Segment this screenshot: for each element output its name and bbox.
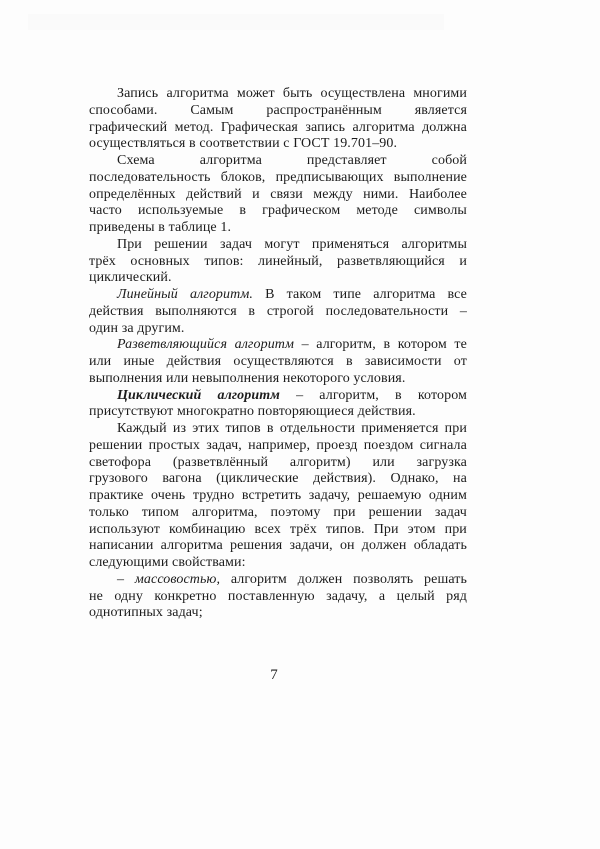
word: задачу, [308,488,351,503]
word: распространённым [266,102,382,118]
word: строгой [266,303,314,319]
text-line [89,538,467,555]
word: При [117,236,142,252]
word: алгоритмы [401,236,467,252]
text-line [89,304,467,321]
word: (циклические [216,471,299,487]
word: действия [89,303,144,319]
word: всех [254,521,281,537]
text-line [89,203,467,220]
text-line [89,572,467,589]
word: он [339,538,355,554]
text-line [89,254,467,271]
word: графический [89,119,168,135]
word: способами. [89,102,158,118]
word: на [453,471,467,487]
word: многими [413,86,467,101]
word: используемые [137,203,224,219]
word: должен [297,571,343,587]
text-line [89,605,467,622]
text-line [89,589,467,606]
word: решаемую [357,488,422,503]
word: осуществляются [233,354,334,369]
word: грузового [89,471,148,487]
word: при [444,521,467,537]
word: решении [89,437,143,453]
word: типов: [204,253,244,269]
text-line [89,371,467,388]
word: быть [282,86,313,101]
word: загрузка [416,454,467,470]
word: алгоритм [234,337,295,353]
word: поэтому [270,504,321,520]
word: Циклический [117,387,202,403]
word: задачу, [326,588,368,604]
word: встретить [241,488,302,503]
word: действия). [313,471,376,487]
page-number: 7 [270,667,278,683]
word: (разветвлённый [172,454,269,470]
word: задач [219,236,253,252]
word: алгоритма, [191,504,258,520]
word: типов [225,421,261,436]
word: алгоритма [160,538,223,554]
word: этих [192,421,220,436]
word: алгоритм [230,571,287,587]
text-segment: присутствуют многократно повторяющиеся действия. [89,404,416,420]
word: решения [230,538,283,554]
text-line [89,86,467,103]
word: алгоритм, [319,387,379,403]
text-line [89,438,467,455]
text-line [89,270,467,287]
word: Однако, [390,471,439,487]
word: последовательности [325,303,449,319]
word: символы [413,203,467,219]
text-line [89,321,467,338]
word: – [301,337,309,353]
word: целый [396,588,435,604]
word: Схема [117,153,155,168]
word: алгоритма [199,153,262,168]
word: алгоритма [373,287,436,302]
word: очень [151,488,186,503]
text-line [89,488,467,505]
text-line [89,136,467,153]
word: конкретно [154,588,217,604]
text-line [89,103,467,120]
word: графическом [262,203,341,219]
word: поездом [363,437,414,453]
text-line [89,120,467,137]
word: простых [148,437,200,453]
word: алгоритм. [189,287,253,302]
word: выполнение [393,169,467,185]
word: написании [89,538,154,554]
word: представляет [306,153,387,168]
text-line [89,337,467,354]
word: решать [424,571,467,587]
word: котором [417,387,467,403]
text-block [89,86,467,622]
word: отдельности [279,421,356,436]
text-line [89,421,467,438]
word: в [346,354,353,369]
text-line [89,220,467,237]
word: практике [89,488,144,503]
word: или [372,454,395,470]
text-line [89,153,467,170]
word: типом [141,504,179,520]
word: только [89,504,129,520]
word: – [296,387,304,403]
text-segment: следующими свойствами: [89,555,246,570]
word: иные [123,354,155,369]
text-segment: выполнения или невыполнения некоторого условия. [89,370,406,386]
word: одну [114,588,143,604]
word: массовостью, [134,571,221,587]
text-line [89,555,467,572]
word: при [333,504,356,520]
word: алгоритм) [289,454,351,470]
word: в [266,421,274,436]
word: одним [428,488,467,503]
text-line [89,455,467,472]
word: обладать [413,538,467,554]
word: может [236,86,275,101]
word: светофора [89,454,152,470]
word: собой [431,153,467,168]
word: осуществлена [320,86,406,101]
word: типе [333,287,362,302]
word: решении [154,236,208,252]
word: и [459,253,467,269]
text-line [89,505,467,522]
word: этом [407,521,436,537]
word: связи [270,186,303,202]
word: все [447,287,467,302]
word: используют [89,521,161,537]
word: применяется [361,421,439,436]
word: выполняются [155,303,237,319]
word: основных [130,253,190,269]
word: трёх [289,521,317,537]
word: алгоритм [217,387,280,403]
text-line [89,404,467,421]
text-line [89,287,467,304]
word: трудно [192,488,235,503]
word: в [395,387,402,403]
word: является [414,102,467,118]
word: При [373,521,399,537]
word: сигнала [419,437,467,453]
word: часто [89,203,122,219]
word: в [248,303,256,319]
word: применяться [311,236,390,252]
word: алгоритм, [316,337,376,353]
word: действий [186,186,242,202]
word: не [89,588,103,604]
word: линейный, [258,253,323,269]
word: Графическая [220,119,298,135]
text-segment: один за другим. [89,320,185,336]
text-segment: приведены в таблице 1. [89,220,232,235]
word: определённых [89,186,176,202]
word: решении [368,504,422,520]
word: метод. [174,119,214,135]
word: Каждый [117,421,167,436]
word: комбинацию [169,521,246,537]
word: Разветвляющийся [117,337,228,353]
word: ними. [363,186,399,202]
word: Наиболее [408,186,467,202]
word: или [89,354,112,369]
word: разветвляющийся [337,253,445,269]
word: могут [264,236,300,252]
word: действия [166,354,222,369]
scan-artifact-band [28,14,444,30]
word: в [383,337,391,353]
word: предписывающих [275,169,384,185]
word: Линейный [117,287,178,302]
word: задачи, [289,538,333,554]
word: трёх [89,253,116,269]
word: – [459,303,467,319]
word: В [265,287,275,302]
word: из [172,421,187,436]
text-line [89,237,467,254]
word: алгоритма [352,119,415,135]
word: например, [248,437,311,453]
word: типов. [325,521,365,537]
word: а [378,588,386,604]
word: при [444,421,467,436]
word: вагона [162,471,202,487]
word: и [252,186,260,202]
word: запись [305,119,346,135]
word: алгоритма [166,86,229,101]
word: ряд [446,588,467,604]
word: методе [356,203,398,219]
word: задач, [206,437,242,453]
word: в [239,203,247,219]
word: последовательность [89,169,211,185]
word: котором [397,337,447,353]
text-line [89,354,467,371]
word: те [454,337,467,353]
word: позволять [353,571,414,587]
word: проезд [316,437,358,453]
word: задач [434,504,467,520]
word: поставленную [227,588,315,604]
word: зависимости [364,354,442,369]
word: таком [286,287,322,302]
word: – [117,571,125,587]
word: блоков, [220,169,266,185]
word: между [313,186,353,202]
word: должен [361,538,407,554]
text-line [89,471,467,488]
text-line [89,187,467,204]
word: должна [422,119,467,135]
text-segment: циклический. [89,270,172,286]
text-line [89,170,467,187]
word: Самым [190,102,234,118]
text-segment: осуществляться в соответствии с ГОСТ 19.701–90. [89,136,398,152]
text-line [89,388,467,405]
text-segment: однотипных задач; [89,605,203,621]
word: Запись [117,86,159,101]
text-line [89,522,467,539]
word: от [453,354,467,369]
